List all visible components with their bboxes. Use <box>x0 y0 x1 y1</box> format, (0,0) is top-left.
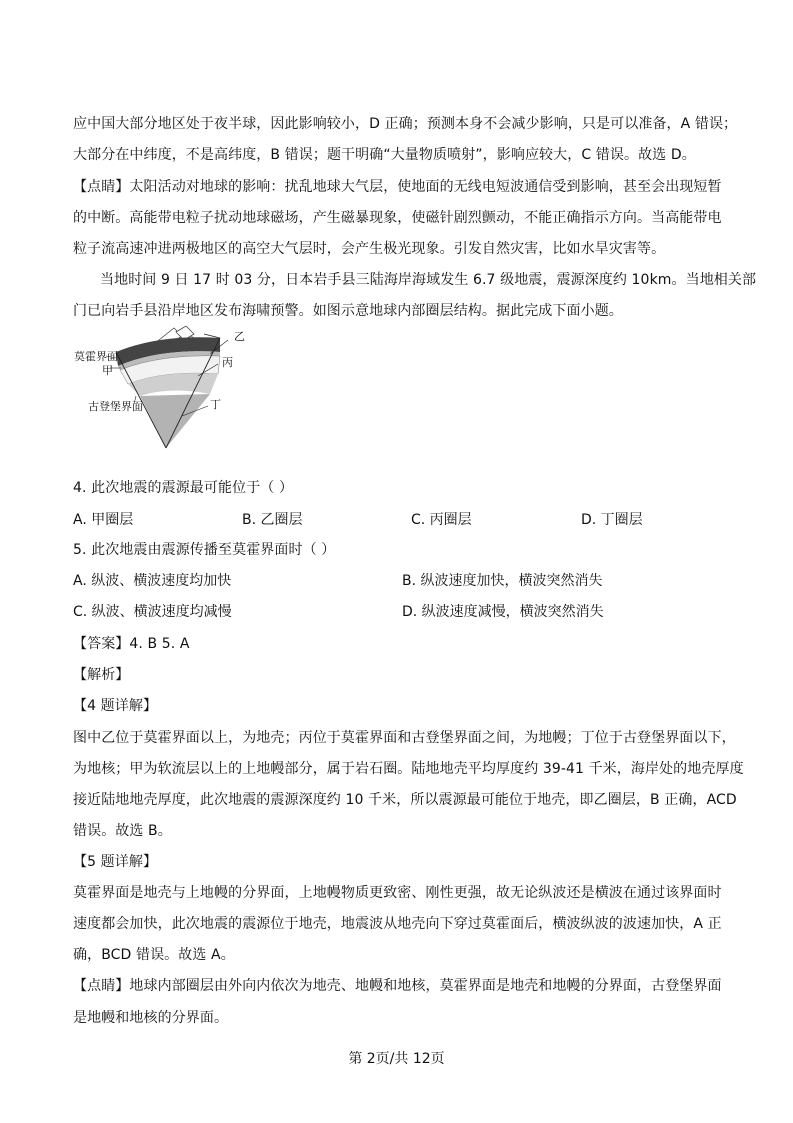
bing-label: 丙 <box>222 356 233 369</box>
question-5-stem: 5. 此次地震由震源传播至莫霍界面时（ ） <box>73 542 336 558</box>
yi-label: 乙 <box>234 330 245 343</box>
tip-line: 【点睛】地球内部圈层由外向内依次为地壳、地幔和地核，莫霍界面是地壳和地幔的分界面，古登堡界面 <box>73 978 722 994</box>
tip-line: 是地幔和地核的分界面。 <box>73 1010 229 1026</box>
ding-label: 丁 <box>210 398 221 411</box>
detail-4-heading: 【4 题详解】 <box>73 698 158 714</box>
q4-option-b: B. 乙圈层 <box>242 512 303 528</box>
detail-4-line: 错误。故选 B。 <box>73 823 172 839</box>
detail-5-line: 莫霍界面是地壳与上地幔的分界面，上地幔物质更致密、刚性更强，故无论纵波还是横波在通过该界面时 <box>73 885 722 901</box>
detail-4-line: 图中乙位于莫霍界面以上，为地壳；丙位于莫霍界面和古登堡界面之间，为地幔；丁位于古登堡界面以下， <box>73 730 736 746</box>
jia-label: 甲 <box>102 364 113 377</box>
text-line: 大部分在中纬度，不是高纬度，B 错误；题干明确“大量物质喷射”，影响应较大，C 错误。故选 D。 <box>73 147 696 163</box>
tip-line: 【点睛】太阳活动对地球的影响：扰乱地球大气层，使地面的无线电短波通信受到影响，甚至会出现短暂 <box>73 179 722 195</box>
answer-line: 【答案】4. B 5. A <box>73 636 190 652</box>
q5-option-b: B. 纵波速度加快，横波突然消失 <box>402 573 603 589</box>
detail-5-heading: 【5 题详解】 <box>73 854 158 870</box>
question-4-stem: 4. 此次地震的震源最可能位于（ ） <box>73 480 294 496</box>
question-intro: 当地时间 9 日 17 时 03 分，日本岩手县三陆海岸海域发生 6.7 级地震，震源深度约 10km。当地相关部 <box>100 272 757 288</box>
detail-4-line: 接近陆地地壳厚度，此次地震的震源深度约 10 千米，所以震源最可能位于地壳，即乙圈层，B 正确，ACD <box>73 792 737 808</box>
text-line: 粒子流高速冲进两极地区的高空大气层时，会产生极光现象。引发自然灾害，比如水旱灾害等。 <box>73 241 666 257</box>
detail-5-line: 速度都会加快，此次地震的震源位于地壳，地震波从地壳向下穿过莫霍面后，横波纵波的波速加快，A 正 <box>73 916 722 932</box>
detail-4-line: 为地核；甲为软流层以上的上地幔部分，属于岩石圈。陆地地壳平均厚度约 39-41 千米，海岸处的地壳厚度 <box>73 761 744 777</box>
question-intro: 门已向岩手县沿岸地区发布海啸预警。如图示意地球内部圈层结构。据此完成下面小题。 <box>73 303 623 319</box>
gutenberg-label: 古登堡界面 <box>88 400 143 413</box>
q4-option-a: A. 甲圈层 <box>73 512 134 528</box>
detail-5-line: 确，BCD 错误。故选 A。 <box>73 947 235 963</box>
q5-option-a: A. 纵波、横波速度均加快 <box>73 573 232 589</box>
q5-option-c: C. 纵波、横波速度均减慢 <box>73 604 232 620</box>
q5-option-d: D. 纵波速度减慢，横波突然消失 <box>402 604 604 620</box>
text-line: 应中国大部分地区处于夜半球，因此影响较小，D 正确；预测本身不会减少影响，只是可以准备，A 错误； <box>73 116 738 132</box>
moho-label: 莫霍界面 <box>74 350 118 363</box>
q4-option-d: D. 丁圈层 <box>581 512 643 528</box>
analysis-heading: 【解析】 <box>73 667 130 683</box>
earth-structure-diagram <box>70 326 270 452</box>
q4-option-c: C. 丙圈层 <box>411 512 472 528</box>
page-footer: 第 2页/共 12页 <box>348 1051 445 1067</box>
text-line: 的中断。高能带电粒子扰动地球磁场，产生磁暴现象，使磁针剧烈颤动，不能正确指示方向。当高能带电 <box>73 210 722 226</box>
